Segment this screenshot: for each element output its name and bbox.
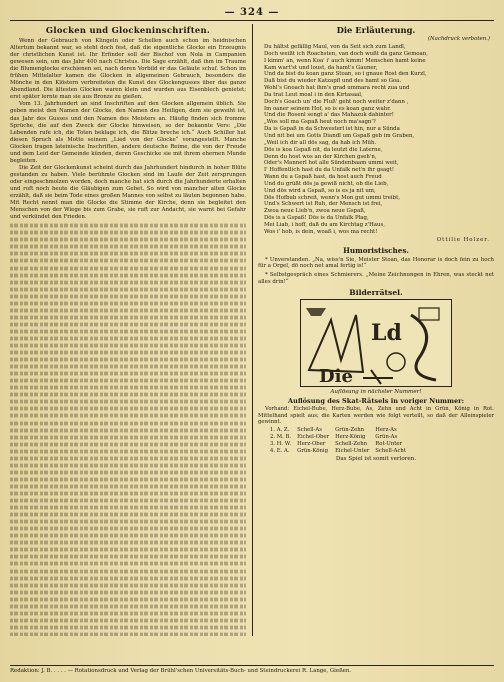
article-paragraph: Die Zeit der Glockenkunst scheint durch das Jahrhundert hindurch in hoher Blüte gestanden zu haben. Viele berühmte Glocken sind im Laufe der Zeit zersprungen oder eingeschmolzen worden, doch manche hat sich durch die Jahrhunderte erhalten und ruft noch heute die Gläubigen zum Gebet. So wird von mancher alten Glocke erzählt, daß sie beim Tode eines großen Mannes von selbst zu läuten begonnen habe. Mit Recht nennt man die Glocke die Stimme der Kirche, denn sie begleitet den Menschen von der Wiege bis zum Grabe, sie ruft zur Andacht, sie warnt bei Gefahr und verkündet den Frieden. [10, 164, 247, 221]
solution-result: Das Spiel ist somit verloren. [335, 456, 417, 463]
solution-cell: Eichel-Unter [335, 447, 370, 454]
solution-cell: 1. A. Z. [269, 427, 290, 434]
poem-line: Doch weißt ich Roachsten, van doch wußt da ganz Gemoan, [263, 50, 428, 57]
solution-cell: Grün-As [375, 433, 398, 440]
poem-line: Wann du a Gspaß hast, da host auch Freud [263, 174, 382, 181]
solution-cell: Herz-Ober [297, 440, 326, 447]
solution-cell: Grün-König [297, 447, 328, 454]
article-continued-text [10, 222, 246, 636]
poem-line: Und du grüßt dös ja gewiß nicht, ob die Lieb, [263, 180, 389, 187]
poem-line: Und dös wird a Gspaß, so is es ja nit um, [263, 187, 376, 194]
imprint-footer: Redaktion: J. B. . . . . — Rotationsdruck und Verlag der Brühl'schen Universitäts-Buch- und Steindruckerei R. Lange, Gießen. [10, 665, 494, 674]
poem-author: Ottilie Holzer. [436, 236, 490, 243]
solution-cell: 4. E. A. [269, 447, 290, 454]
solution-cell: Rot-Unter [375, 440, 403, 447]
solution-cell: Schell-As [297, 427, 322, 434]
poem-line: Und da bist du koan ganz Stoan, so i gnaue Rost den Kurzl, [263, 71, 427, 78]
solution-cell: 3. H. W. [269, 440, 291, 447]
article-title-glocken: Glocken und Glockeninschriften. [45, 25, 211, 35]
poem-line: Und nit bei um Gotts Diandl um Gspaß geb im Graben, [263, 132, 415, 139]
poem-line: Dös is a Gspaß! Dös is da Unfalk Plag, [263, 215, 369, 222]
poem-line: Denn du host wos an der Kirchen gseh'n, [263, 153, 377, 160]
poem-line: Kam wart'st und loust, da hamt's Gauner, [263, 64, 378, 71]
poem-line: Dös Hofbub schreit, wenn's Mon gut ummi treibt, [263, 194, 400, 201]
solution-text: Vorhand: Eichel-Bube, Herz-Bube, As, Zehn und Acht in Grün, König in Rot. Mittelhand spielt aus; die Karten werden wie folgt verteilt, so daß der Alleinspieler gewinnt. [257, 406, 494, 426]
poem-line: Mei Liab, i hoff, daß du am Kirchtag z'Haus, [263, 221, 385, 228]
solution-cell: Eichel-Ober [297, 433, 330, 440]
poem-line: Und's Schwert ist Ruh, der Mensch ist frei, [263, 201, 383, 208]
solution-cell: Schell-Zehn [335, 440, 368, 447]
poem-line: Wohl's Gnoach hat ihm's grad ummara recht zua und [263, 85, 410, 92]
poem-line: Da is Gspaß in da Schwesterl ist hin, nur a Sünda [263, 126, 400, 133]
top-rule [10, 20, 494, 21]
poem-line: Da trat Leut moal i in den Kirtasaal, [263, 91, 363, 98]
svg-text:Die: Die [318, 366, 353, 387]
poem-line: Zwoa neue Lieb'n, zwoa neue Gspaß, [263, 208, 366, 215]
poem-line: Wos i' hob, is dein, woaß i, wos ma recht! [263, 228, 378, 235]
solution-row [270, 441, 412, 448]
humor-item: * Unverstanden. „Na, wiss'n Sie, Meister Stoan, das Honorar is doch fein zu hoch für a Orgel, dö noch net amal fertig is!“ [257, 256, 494, 270]
poem-title: Die Erläuterung. [336, 25, 416, 35]
poem-line: Du hältst gefällig Maul, von da Seit sich zum Landl, [263, 44, 406, 50]
solution-cell: Herz-As [375, 427, 397, 434]
poem-credit: (Nachdruck verboten.) [427, 36, 490, 42]
columns [10, 24, 494, 636]
solution-cell: Herz-König [335, 433, 366, 440]
left-column [10, 24, 249, 636]
solution-cell: Grün-Zehn [335, 427, 365, 434]
solution-title: Auflösung des Skat-Rätsels in voriger Nummer: [287, 397, 465, 405]
poem-line: Und die Rosenl sengt a' das Mahazuk dahinter! [263, 112, 394, 119]
poem-line: „Weil ich dir all dös sag, da hab ich Müh. [263, 139, 377, 146]
poem-line: „Wos soll ma Gspaß heut noch ma'sagn'? [263, 119, 376, 126]
solution-row [270, 448, 412, 455]
poem-line: Daß bist du wieder Katzapfl und des hamt so Goa. [263, 78, 402, 85]
article-paragraph: Vom 13. Jahrhundert an sind Inschriften auf den Glocken allgemein üblich. Sie geben meist den Namen der Glocke, den Namen des Heiligen, dem sie geweiht ist, das Jahr des Gusses und den Namen des Meisters an. Häufig finden sich fromme Sprüche, die auf den Zweck der Glocke hinweisen, so der bekannte Vers: „Die Lebenden rufe ich, die Toten beklage ich, die Blitze breche ich.“ Auch Schiller hat diesen Spruch als Motto seinem „Lied von der Glocke“ vorangestellt. Manche Glocken tragen lateinische Inschriften, andere deutsche Reime, die von der Freude und dem Leid der Gemeinde künden, deren Geschicke sie mit ihrem ehernen Munde begleiten. [10, 101, 247, 164]
poem-body [264, 44, 494, 236]
poem-line: Dös is koa Gspaß nit, da leutzt die Laterne, [263, 146, 383, 153]
picture-riddle-image [300, 299, 452, 387]
picture-riddle-caption: Auflösung in nächster Nummer! [330, 389, 422, 395]
column-divider [252, 24, 253, 636]
poem-line: I kimm' an, wenn Koa' i' auch kimm! Menschen hamt keine [263, 57, 426, 64]
poem-line: Oder's Mannerl hot alle Sündenbaam ummi weit, [263, 160, 399, 167]
poem-line: I' Hoffentlich hast du da Unfalk net'n ihr gsagt! [263, 167, 395, 174]
solution-row [270, 427, 412, 434]
solution-cell: Schell-Acht [375, 447, 406, 454]
humor-item: * Selbstgespräch eines Schmierers. „Meine Zeichnungen in Ehren, was steckt net alles drin!“ [257, 272, 494, 286]
picture-riddle-title: Bilderrätsel. [349, 288, 403, 297]
page-number: — 324 — [224, 7, 280, 18]
right-column [256, 24, 494, 636]
poem-line: Doch's Goach un' die Fluß' geht noch weiter z'dann , [263, 98, 409, 105]
humor-title: Humoristisches. [343, 245, 409, 255]
solution-table [270, 427, 412, 454]
svg-text:Ld: Ld [370, 320, 402, 346]
solution-cell: 2. M. B. [269, 433, 292, 440]
solution-row [270, 434, 412, 441]
poem-line: Im oaner seinem Hof, so is es koan ganz wahr. [263, 105, 391, 112]
article-paragraph: Wenn der Gebrauch von Klingeln oder Schellen auch schon im heidnischen Altertum bekannt war, so steht doch fest, daß die eigentliche Glocke ein Erzeugnis der christlichen Kunst ist. Ihr Erfinder soll der Bischof von Nola in Campanien gewesen sein, um das Jahr 400 nach Christus. Die Sage erzählt, daß ihm im Traume die Blumenglocke erschienen sei, nach deren Vorbild er das Geläute schuf. Schon im frühen Mittelalter kamen die Glocken in allgemeinen Gebrauch, besonders die Mönche in den Klöstern verbreiteten die Kunst des Glockengusses über das ganze Abendland. Die ältesten Glocken waren klein und wurden aus Eisenblech genietet; erst später lernte man sie aus Bronze zu gießen. [10, 38, 247, 101]
